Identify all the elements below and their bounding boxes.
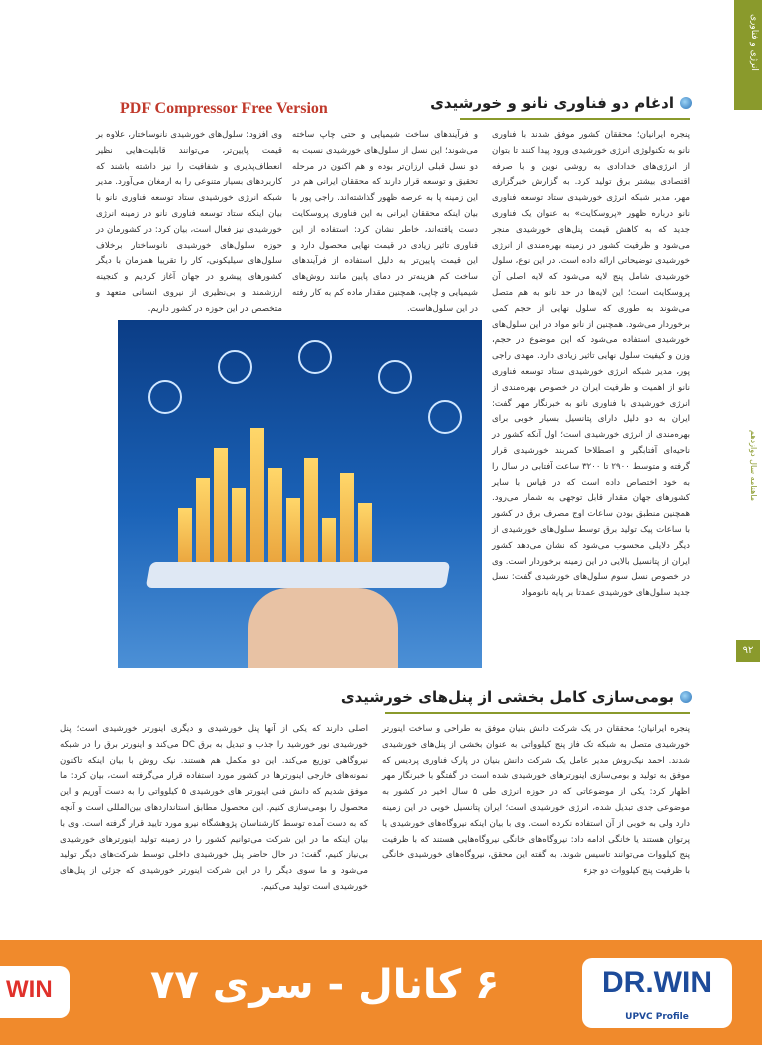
left-logo: WIN xyxy=(0,966,70,1018)
tablet xyxy=(146,562,451,588)
advert-text: ۶ کانال - سری ۷۷ xyxy=(150,962,500,1008)
section-tab xyxy=(734,0,762,110)
globe-icon xyxy=(680,691,692,703)
article1-col-right: پنجره ایرانیان؛ محققان کشور موفق شدند با فناوری نانو به تکنولوژی انرژی خورشیدی ورود پیدا کنند تا بتوان از انرژی‌های خدادادی به روشی نوین و با صرفه اقتصادی بیشتر برق تولید کرد. به گزارش خبرگزاری مهر، مدیر شبکه انرژی خورشیدی ستاد توسعه فناوری نانو درباره ظهور «پروسکایت» به عنوان یک فناوری جدید که به کاهش قیمت پنل‌های خورشیدی منجر می‌شود و ظرفیت کشور در زمینه بهره‌مندی از انرژی خورشیدی توضیحاتی ارائه داده است. در این نوع، سلول خورشیدی شامل پنج لایه می‌شود که لایه اصلی آن پروسکایت است؛ این لایه‌ها در حد نانو به هم متصل می‌شوند به طوری که سلول نهایی از حجم کمی برخوردار می‌شود. همچنین از نانو مواد در این سلول‌های خورشیدی استفاده می‌شود که این موضوع در حجم، وزن و کیفیت سلول نهایی تاثیر زیادی دارد. مهدی راجی پور، مدیر شبکه انرژی خورشیدی ستاد توسعه فناوری نانو از اهمیت و ظرفیت ایران در خصوص بهره‌مندی از انرژی خورشیدی با فناوری نانو به خبرنگار مهر گفت: ایران به دو دلیل دارای پتانسیل بسیار خوبی برای بهره‌مندی از انرژی خورشیدی است؛ اول آنکه کشور در ناحیه‌ای آفتابگیر و اصطلاحا کمربند خورشیدی قرار گرفته و متوسط ۲۹۰۰ تا ۳۲۰۰ ساعت آفتابی در سال را به خود اختصاص داده است که در قیاس با سایر کشورهای جهان مقدار قابل توجهی به شمار می‌رود. همچنین منطبق بودن ساعات اوج مصرف برق در کشور با ساعات پیک تولید برق توسط سلول‌های خورشیدی از دیگر دلایلی محسوب می‌شود که نشان می‌دهد کشور ایران از پتانسیل بالایی در این زمینه برخوردار است. وی در خصوص نسل سوم سلول‌های خورشیدی گفت: نسل جدید سلول‌های خورشیدی عمدتا بر پایه نانومواد xyxy=(492,130,691,599)
title-rule xyxy=(460,118,690,120)
globe-icon xyxy=(680,97,692,109)
article2-title: بومی‌سازی کامل بخشی از پنل‌های خورشیدی xyxy=(341,688,692,706)
hand xyxy=(248,588,398,668)
brand-logo: DR.WIN UPVC Profile xyxy=(582,958,732,1028)
article1-col-mid: و فرآیندهای ساخت شیمیایی و حتی چاپ ساخته می‌شوند؛ این نسل از سلول‌های خورشیدی نسبت به دو نسل قبلی ارزان‌تر بوده و هم اکنون در مرحله تحقیق و توسعه قرار دارند که محققان ایرانی هم در این زمینه پا به عرصه ظهور گذاشته‌اند. راجی پور با بیان اینکه محققان ایرانی به این فناوری پروسکایت دست یافته‌اند، خاطر نشان کرد: استفاده از این فناوری تاثیر زیادی در قیمت نهایی محصول دارد و این قیمت پایین‌تر به دلیل استفاده از فرآیندهای ساخت کم هزینه‌تر در دمای پایین مانند روش‌های شیمیایی و چاپی، همچنین مقدار ماده کم به کار رفته در این سلول‌هاست. xyxy=(292,130,478,314)
section-label: انرژی و فناوری xyxy=(749,14,759,71)
magazine-label: ماهنامه سال دوازدهم xyxy=(749,430,758,502)
title-rule xyxy=(385,712,690,714)
article2-col-left: اصلی دارند که یکی از آنها پنل خورشیدی و دیگری اینورتر خورشیدی است؛ پنل خورشیدی نور خورشید را جذب و تبدیل به برق DC می‌کند و اینورتر برق را در شبکه نیروگاهی توزیع می‌کند. این دو مکمل هم هستند. نیک روش با بیان اینکه تاکنون نمونه‌های خارجی اینورترها در کشور مورد استفاده قرار می‌گرفته است، بیان کرد: ما موفق شدیم که دانش فنی اینورتر های خورشیدی ۵ کیلوواتی را به دست آوریم و این محصول را بومی‌سازی کنیم. این محصول مطابق استانداردهای بین‌المللی است و آنچه که به دست آمده توسط کارشناسان پژوهشگاه نیرو مورد تایید قرار گرفته است. وی با بیان اینکه ما در این شرکت می‌توانیم کشور را در زمینه تولید اینورترهای خورشیدی بی‌نیاز کنیم، گفت: در حال حاضر پنل خورشیدی داخلی توسط شرکت‌های دیگر تولید می‌شود و ما سوی دیگر را در این شرکت اینورتر خورشیدی که جزئی از پنل‌های خورشیدی است تولید می‌کنیم. xyxy=(60,724,368,892)
network-icons xyxy=(138,340,462,440)
city-tablet-image xyxy=(118,320,482,668)
article1-title: ادغام دو فناوری نانو و خورشیدی xyxy=(430,94,692,112)
article1-col-left: وی افزود: سلول‌های خورشیدی نانوساختار، علاوه بر قیمت پایین‌تر، می‌توانند قابلیت‌هایی نظیر انعطاف‌پذیری و شفافیت را نیز داشته باشند که کاربردهای بسیار متنوعی را به ارمغان می‌آورد. مدیر شبکه انرژی خورشیدی ستاد توسعه فناوری نانو با بیان اینکه ستاد توسعه فناوری نانو در زمینه انرژی خورشیدی نیز فعال است، بیان کرد: در کشورمان در حوزه سلول‌های خورشیدی نانوساختار برخلاف سلول‌های سیلیکونی، کار را تقریبا همزمان با دیگر کشورهای پیشرو در جهان آغاز کردیم و کنجینه ارزشمند و بی‌نظیری از نیروی انسانی متعهد و متخصص در این حوزه در کشور داریم. xyxy=(96,130,282,314)
sidebar xyxy=(734,0,762,940)
page-number: ۹۲ xyxy=(736,640,760,662)
city-skyline xyxy=(178,428,418,568)
watermark: PDF Compressor Free Version xyxy=(120,100,328,117)
advert-banner xyxy=(0,940,762,1045)
article2-col-right: پنجره ایرانیان؛ محققان در یک شرکت دانش بنیان موفق به طراحی و ساخت اینورتر خورشیدی متصل به شبکه تک فاز پنج کیلوواتی به عنوان بخشی از پنل‌های خورشیدی شدند. احمد نیک‌روش مدیر عامل یک شرکت دانش بنیان در پارک فناوری پردیس که موفق به تولید و بومی‌سازی اینورترهای خورشیدی شده است در گفتگو با خبرنگار مهر اظهار کرد: یکی از موضوعاتی که در حوزه انرژی طی ۵ سال اخیر در کشور به موضوعی جدی تبدیل شده، انرژی خورشیدی است؛ ایران پتانسیل خوبی در این زمینه دارد ولی به خوبی از آن استفاده نکرده است. وی با بیان اینکه نیروگاه‌های خورشیدی یا پرتوان هستند یا خانگی ادامه داد: نیروگاه‌های خانگی نیروگاه‌هایی هستند که با ظرفیت پنج کیلووات می‌توانند تاسیس شوند. به گفته این محقق، نیروگاه‌های خورشیدی خانگی با ظرفیت پنج کیلووات دو جزء xyxy=(382,724,690,877)
